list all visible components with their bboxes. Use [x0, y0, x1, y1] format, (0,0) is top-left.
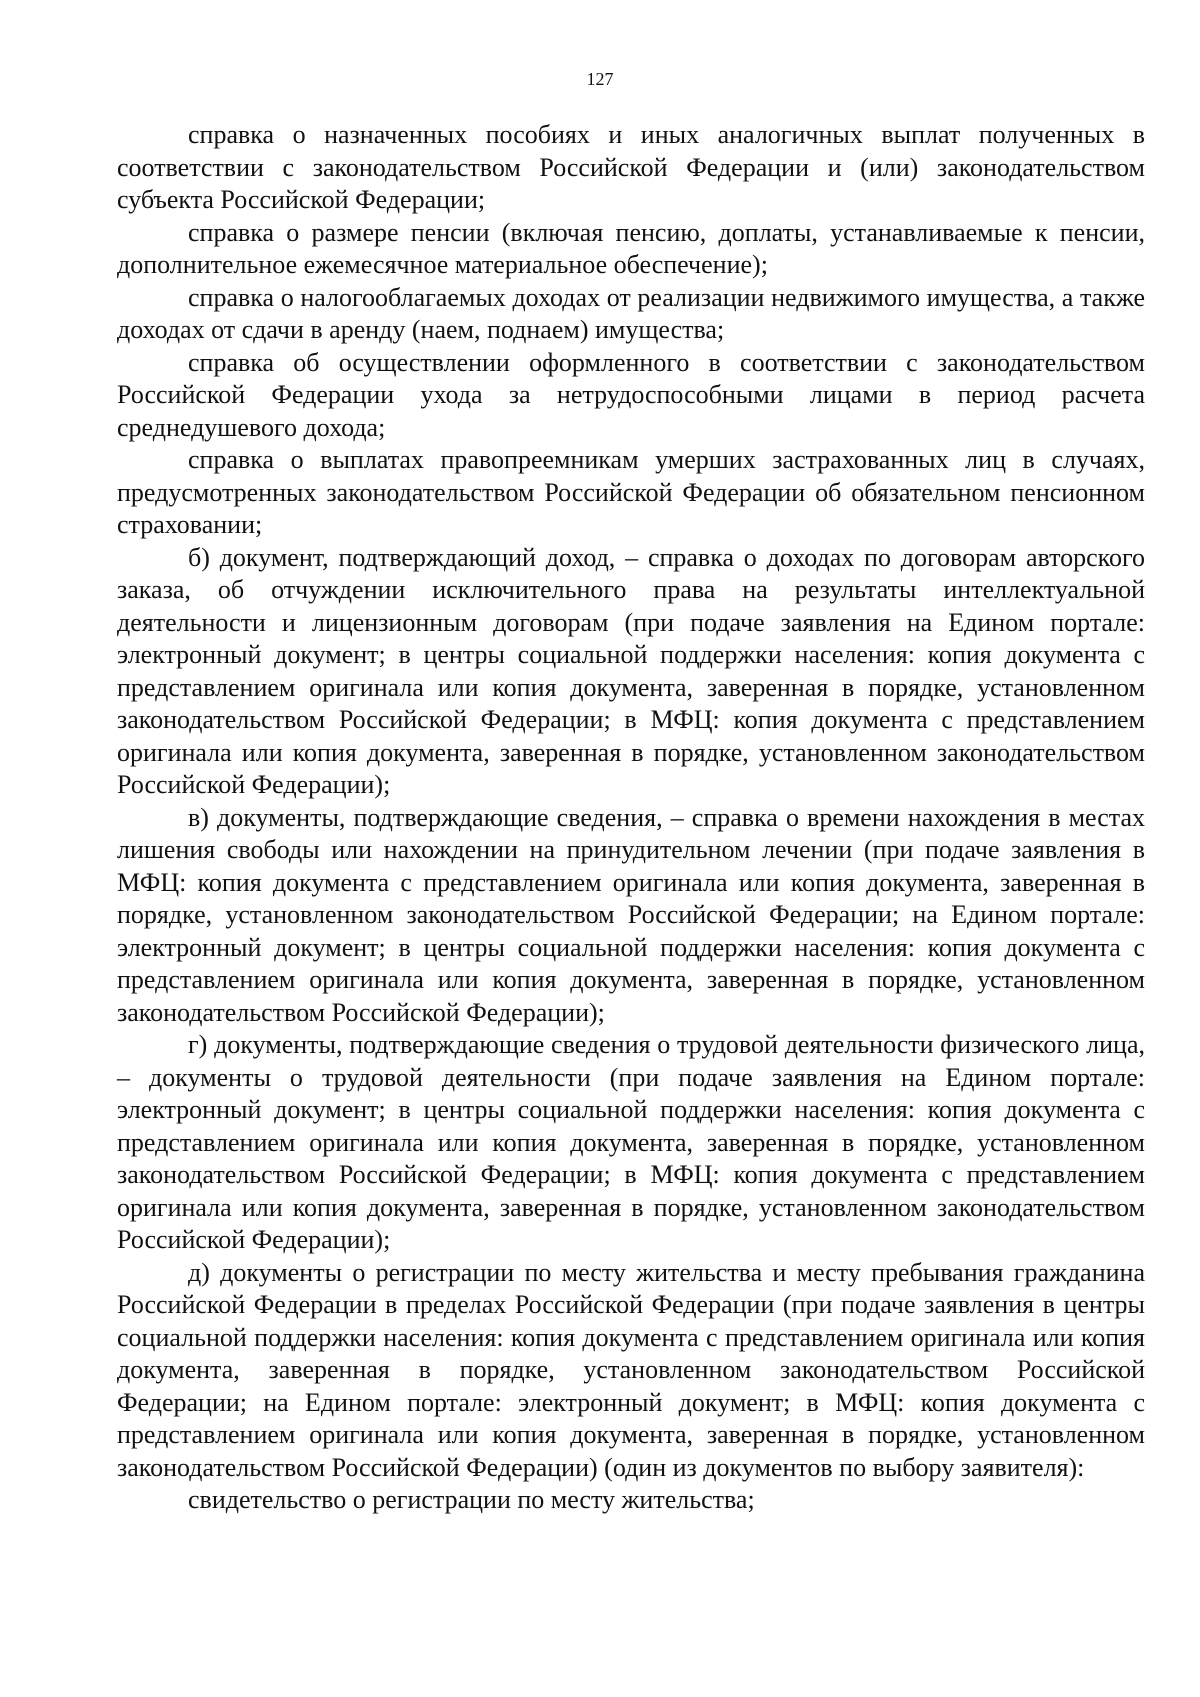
paragraph-item-v: в) документы, подтверждающие сведения, – справка о времени нахождения в местах лишения свободы или нахождении на принудительном лечении (при подаче заявления в МФЦ: копия документа с представлением оригинала или копия документа, заверенная в порядке, установленном законодательством Российской Федерации; на Едином портале: электронный документ; в центры социальной поддержки населения: копия документа с представлением оригинала или копия документа, заверенная в порядке, установленном законодательством Российской Федерации); [117, 802, 1145, 1027]
paragraph-benefits-certificate: справка о назначенных пособиях и иных аналогичных выплат полученных в соответствии с законодательством Российской Федерации и (или) законодательством субъекта Российской Федерации; [117, 120, 1145, 214]
paragraph-care-certificate: справка об осуществлении оформленного в соответствии с законодательством Российской Федерации ухода за нетрудоспособными лицами в период расчета среднедушевого дохода; [117, 347, 1145, 442]
paragraph-taxable-income-certificate: справка о налогооблагаемых доходах от реализации недвижимого имущества, а также доходах от сдачи в аренду (наем, поднаем) имущества; [117, 282, 1145, 344]
page-number: 127 [586, 69, 614, 89]
paragraph-item-d: д) документы о регистрации по месту жительства и месту пребывания гражданина Российской Федерации в пределах Российской Федерации (при подаче заявления в центры социальной поддержки населения: копия документа с представлением оригинала или копия документа, заверенная в порядке, установленном законодательством Российской Федерации; на Едином портале: электронный документ; в МФЦ: копия документа с представлением оригинала или копия документа, заверенная в порядке, установленном законодательством Российской Федерации) (один из документов по выбору заявителя): [117, 1257, 1145, 1482]
paragraph-pension-certificate: справка о размере пенсии (включая пенсию, доплаты, устанавливаемые к пенсии, дополнительное ежемесячное материальное обеспечение); [117, 217, 1145, 279]
paragraph-registration-certificate: свидетельство о регистрации по месту жительства; [188, 1485, 755, 1514]
paragraph-successor-payments-certificate: справка о выплатах правопреемникам умерших застрахованных лиц в случаях, предусмотренных законодательством Российской Федерации об обязательном пенсионном страховании; [117, 445, 1145, 539]
document-body [117, 119, 1145, 1517]
paragraph-item-b: б) документ, подтверждающий доход, – справка о доходах по договорам авторского заказа, об отчуждении исключительного права на результаты интеллектуальной деятельности и лицензионным договорам (при подаче заявления на Едином портале: электронный документ; в центры социальной поддержки населения: копия документа с представлением оригинала или копия документа, заверенная в порядке, установленном законодательством Российской Федерации; в МФЦ: копия документа с представлением оригинала или копия документа, заверенная в порядке, установленном законодательством Российской Федерации); [117, 542, 1145, 799]
paragraph-item-g: г) документы, подтверждающие сведения о трудовой деятельности физического лица, – документы о трудовой деятельности (при подаче заявления на Едином портале: электронный документ; в центры социальной поддержки населения: копия документа с представлением оригинала или копия документа, заверенная в порядке, установленном законодательством Российской Федерации; в МФЦ: копия документа с представлением оригинала или копия документа, заверенная в порядке, установленном законодательством Российской Федерации); [117, 1030, 1145, 1254]
